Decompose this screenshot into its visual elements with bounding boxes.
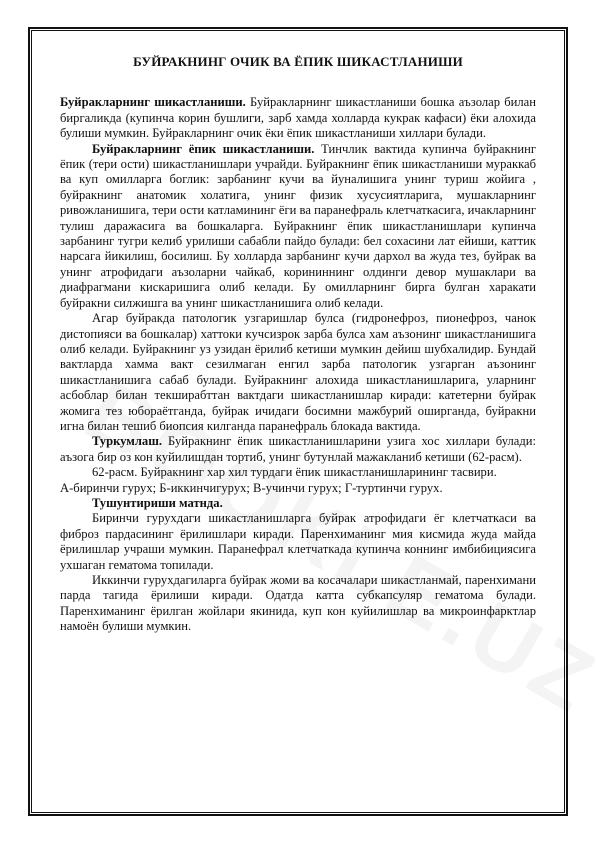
paragraph-text: Биринчи гурухдаги шикастланишларга буйрак атрофидаги ёг клетчаткаси ва фиброз пардасининг ёрилишлари киради. Паренхиманинг мия кисмида жуда майда ёрилишлар учраши мумкин. Паранефрал клетчаткада купинча коннинг имбибициясига ухшаган гематома топилади. <box>60 511 536 572</box>
paragraph-text: А-биринчи гурух; Б-иккинчигурух; В-учинчи гурух; Г-туртинчи гурух. <box>60 480 443 495</box>
paragraph-text: Буйракнинг ёпик шикастланишларини узига хос хиллари булади: аъзога бир оз кон куйилишдан тортиб, унинг бутунлай мажакланиб кетиши (62-расм). <box>60 434 536 464</box>
paragraph-text: Буйракларнинг шикастланиши бошка аъзолар билан биргаликда (купинча корин бушлиги, зарб хамда холларда кукрак кафаси) ёки алохида булиши мумкин. Буйракларнинг очик ёки ёпик шикастланиши хиллари булади. <box>60 95 536 141</box>
paragraph <box>60 142 536 311</box>
paragraph-lead: Тушунтириши матнда. <box>92 495 223 510</box>
paragraph-lead: Туркумлаш. <box>92 434 163 449</box>
paragraph-list <box>60 95 536 634</box>
document-body <box>60 54 536 635</box>
paragraph-text: Агар буйракда патологик узгаришлар булса (гидронефроз, пионефроз, чанок дистопияси ва бошкалар) хаттоки кучсизрок зарба булса хам аъзонинг шикастланишига олиб келади. Буйракнинг уз узидан ёрилиб кетиши мумкин дейиш шубхалидир. Бундай вактларда хамма вакт сезилмаган енгил зарба патологик узгарган аъзонинг шикастланишига сабаб булади. Буйракнинг алохида шикастланишларига, уларнинг асбоблар билан текширабттан вактдаги шикастланишлар киради: катетерни буйрак жомига тез юбораётганда, буйрак ичидаги босимни мажбурий оширганда, буйракни игна билан тешиб биопсия килганда паранефраль блокада вактида. <box>60 311 536 433</box>
paragraph <box>60 95 536 141</box>
paragraph-lead: Буйракларнинг шикастланиши. <box>60 95 246 110</box>
paragraph-lead: Буйракларнинг ёпик шикастланиши. <box>92 141 315 156</box>
paragraph <box>60 481 536 496</box>
paragraph <box>60 511 536 573</box>
paragraph <box>60 311 536 434</box>
paragraph <box>60 496 536 511</box>
paragraph <box>60 465 536 480</box>
paragraph <box>60 573 536 635</box>
paragraph-text: Тинчлик вактида купинча буйракнинг ёпик (тери ости) шикастланишлари учрайди. Буйракнинг ёпик шикастланиши мураккаб ва куп омилларга боглик: зарбанинг кучи ва йуналишига унинг туриш жойига , буйракнинг анатомик холатига, унинг физик хусусиятларига, мушакларнинг ривожланишига, тери ости катламининг ёги ва паранефраль клетчаткасига, ичакларнинг тулиш даражасига ва бошкаларга. Буйракнинг ёпик шикастланишлари купинча зарбанинг тугри келиб урилиши сабабли пайдо булади: бел сохасини лат ейиши, каттик нарсага йикилиш, босилиш. Бу холларда зарбанинг кучи дархол ва жуда тез, буйрак ва унинг атрофидаги аъзоларни чайкаб, корининнинг олдинги девор мушаклари ва диафрагмани кискаришига олиб келади. Бу омилларнинг бирга булган харакати буйракни силжишга ва унинг шикастланишига олиб келади. <box>60 141 536 310</box>
page-title: БУЙРАКНИНГ ОЧИК ВА ЁПИК ШИКАСТЛАНИШИ <box>133 54 463 69</box>
paragraph <box>60 434 536 465</box>
paragraph-text: Иккинчи гурухдагиларга буйрак жоми ва косачалари шикастланмай, паренхимани парда тагида ёрилиши киради. Одатда катта субкапсуляр гематома булади. Паренхиманинг ёрилган жойлари якинида, куп кон куйилишлар ва микроинфарктлар намоён булиши мумкин. <box>60 573 536 634</box>
paragraph-text: 62-расм. Буйракнинг хар хил турдаги ёпик шикастланишларининг тасвири. <box>92 465 497 480</box>
